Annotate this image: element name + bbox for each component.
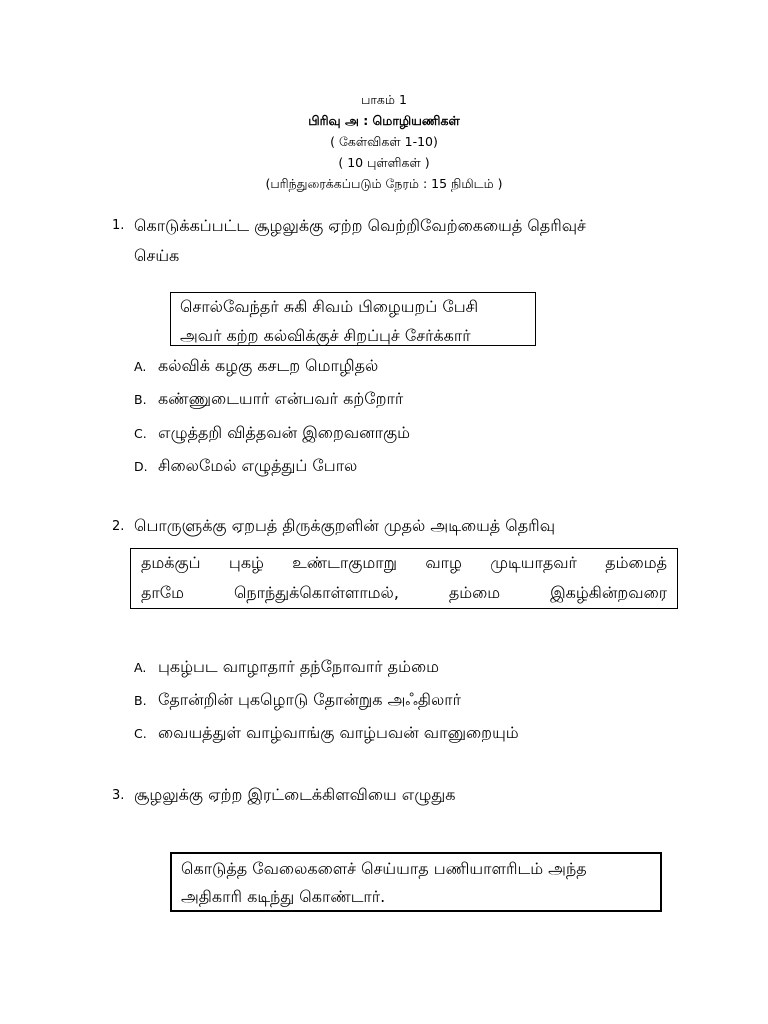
question-1-box-line2: அவர் கற்ற கல்விக்குச் சிறப்புச் சேர்க்கார் [180,326,471,345]
question-2-box-line1: தமக்குப் புகழ் உண்டாகுமாறு வாழ முடியாதவர் தம்மைத் [141,553,667,572]
question-1-number: 1. [112,218,125,233]
question-1-text-line1: கொடுக்கப்பட்ட சூழலுக்கு ஏற்ற வெற்றிவேற்கையைத் தெரிவுச் [134,216,586,235]
question-2-text-line1: பொருளுக்கு ஏறபத் திருக்குறளின் முதல் அடியைத் தெரிவு [134,516,556,535]
part-title: பாகம் 1 [361,92,407,107]
question-1-option-c: C. எழுத்தறி வித்தவன் இறைவனாகும் [134,423,411,442]
question-1-option-a: A. கல்விக் கழகு கசடற மொழிதல் [134,356,379,375]
question-3-text-line1: சூழலுக்கு ஏற்ற இரட்டைக்கிளவியை எழுதுக [134,785,456,804]
question-2-number: 2. [112,519,125,534]
question-1-context-box [170,292,536,346]
question-2-option-a: A. புகழ்பட வாழாதார் தந்நோவார் தம்மை [134,657,439,676]
question-3-number: 3. [112,788,125,803]
question-1-option-d: D. சிலைமேல் எழுத்துப் போல [134,456,358,475]
question-2-context-box [130,548,678,609]
question-2-box-line2: தாமே நொந்துக்கொள்ளாமல், தம்மை இகழ்கின்றவரை [141,583,667,602]
question-3-context-box [170,852,662,912]
section-title: பிரிவு அ : மொழியணிகள் [308,113,460,128]
question-2-option-b: B. தோன்றின் புகழொடு தோன்றுக அஃதிலார் [134,690,462,709]
suggested-time: (பரிந்துரைக்கப்படும் நேரம் : 15 நிமிடம் ) [265,176,503,191]
marks: ( 10 புள்ளிகள் ) [338,155,430,170]
question-1-text-line2: செய்க [134,246,180,265]
question-1-option-b: B. கண்ணுடையார் என்பவர் கற்றோர் [134,389,404,408]
questions-range: ( கேள்விகள் 1-10) [330,134,438,149]
question-2-option-c: C. வையத்துள் வாழ்வாங்கு வாழ்பவன் வானுறையும் [134,723,519,742]
question-1-box-line1: சொல்வேந்தர் சுகி சிவம் பிழையறப் பேசி [180,297,479,316]
question-3-box-line2: அதிகாரி கடிந்து கொண்டார். [181,887,386,906]
question-3-box-line1: கொடுத்த வேலைகளைச் செய்யாத பணியாளரிடம் அந்த [181,859,587,878]
